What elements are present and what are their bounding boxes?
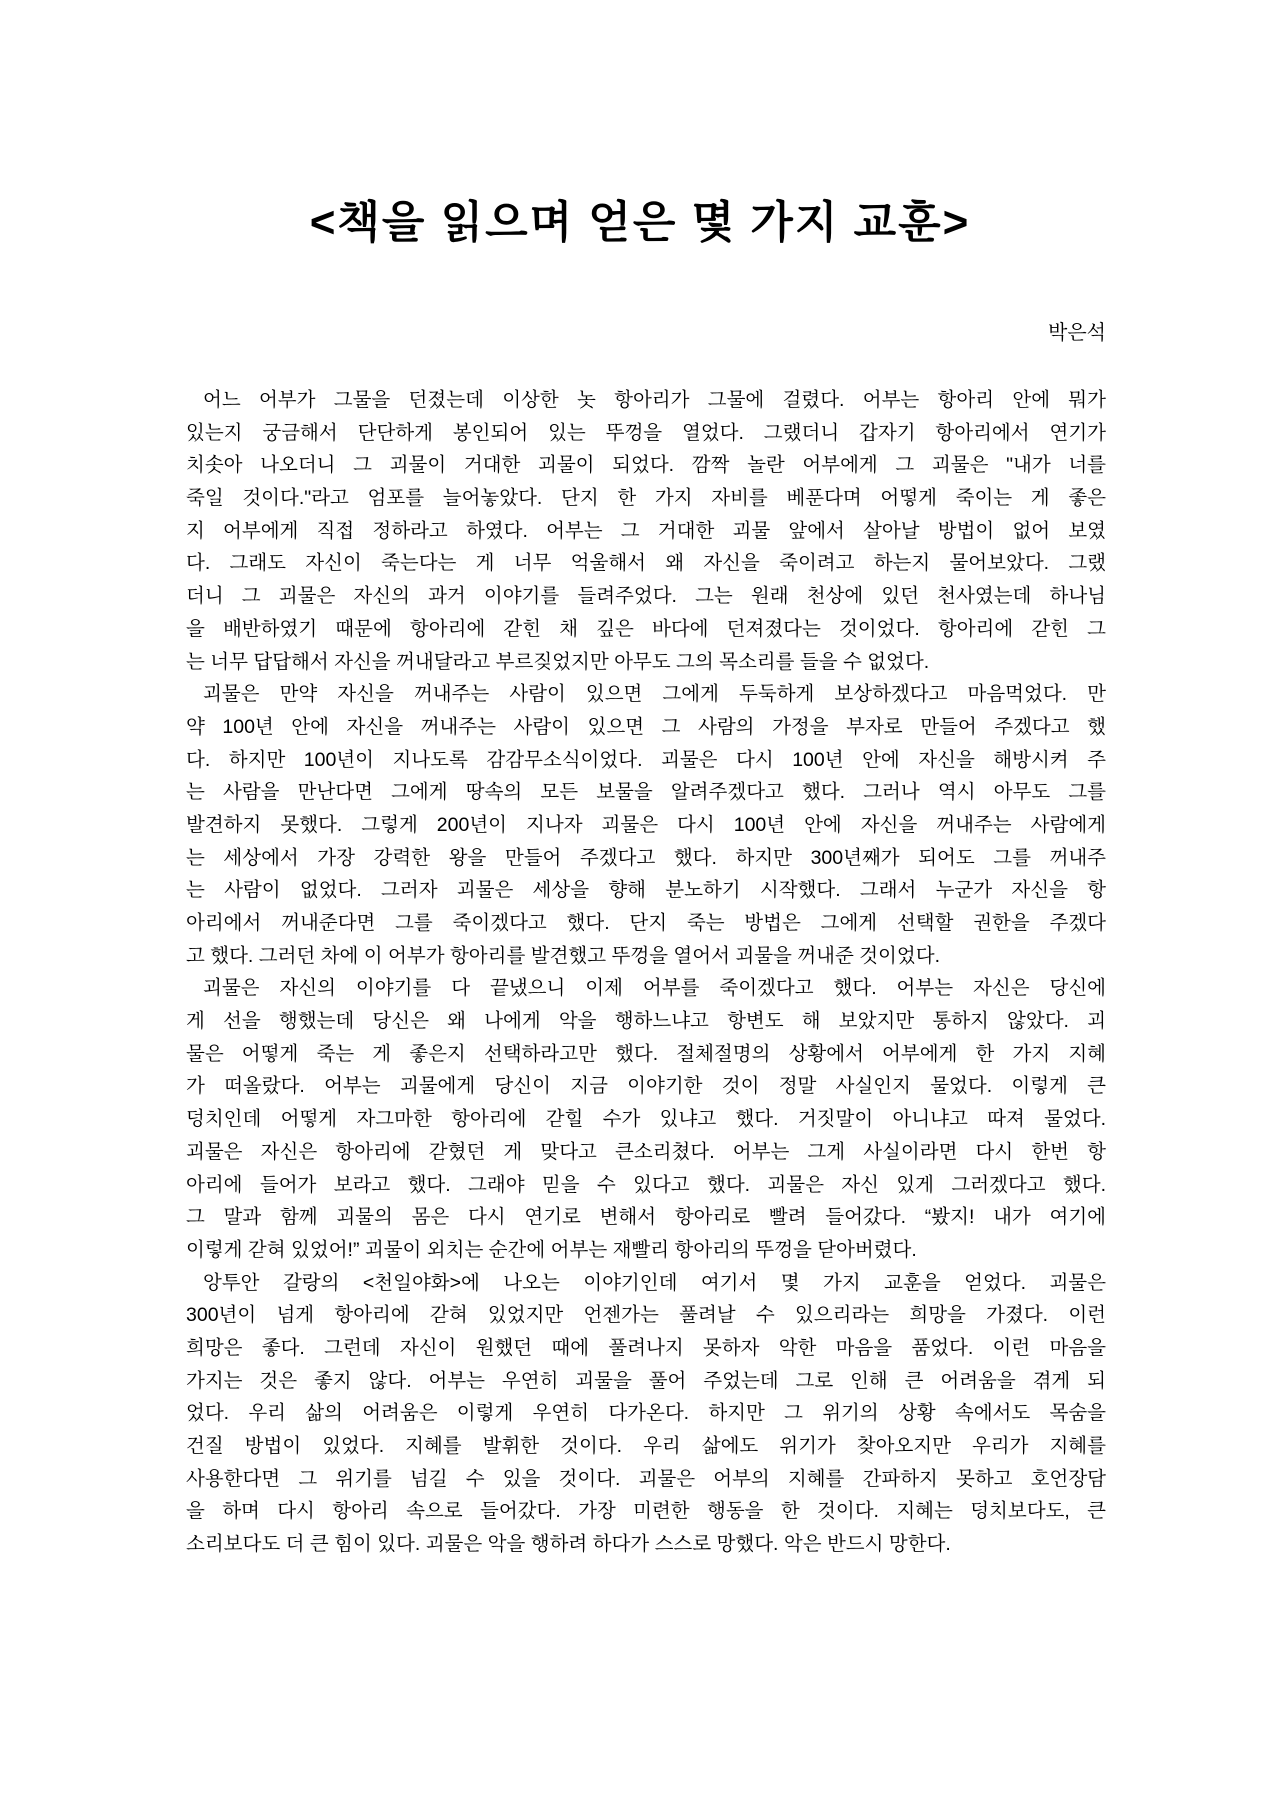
paragraph (186, 972, 1106, 1266)
text-line: 아리에서 꺼내준다면 그를 죽이겠다고 했다. 단지 죽는 방법은 그에게 선택할 권한을 주겠다 (186, 912, 1106, 934)
text-line: 300년이 넘게 항아리에 갇혀 있었지만 언젠가는 풀려날 수 있으리라는 희망을 가졌다. 이런 (186, 1304, 1106, 1327)
text-line: 괴물은 만약 자신을 꺼내주는 사람이 있으면 그에게 두둑하게 보상하겠다고 마음먹었다. 만 (203, 683, 1106, 706)
text-line: 는 세상에서 가장 강력한 왕을 만들어 주겠다고 했다. 하지만 300년째가 되어도 그를 꺼내주 (186, 846, 1106, 869)
text-line: 가 떠올랐다. 어부는 괴물에게 당신이 지금 이야기한 것이 정말 사실인지 물었다. 이렇게 큰 (186, 1075, 1106, 1098)
text-line: 물은 어떻게 죽는 게 좋은지 선택하라고만 했다. 절체절명의 상황에서 어부에게 한 가지 지혜 (186, 1042, 1106, 1065)
text-line: 을 하며 다시 항아리 속으로 들어갔다. 가장 미련한 행동을 한 것이다. 지혜는 덩치보다도, 큰 (186, 1500, 1106, 1523)
text-line: 덩치인데 어떻게 자그마한 항아리에 갇힐 수가 있냐고 했다. 거짓말이 아니냐고 따져 물었다. (186, 1108, 1106, 1131)
text-line: 괴물은 자신의 이야기를 다 끝냈으니 이제 어부를 죽이겠다고 했다. 어부는 자신은 당신에 (203, 977, 1106, 1000)
text-line: 는 너무 답답해서 자신을 꺼내달라고 부르짖었지만 아무도 그의 목소리를 들을 수 없었다. (186, 650, 930, 673)
text-line: 고 했다. 그러던 차에 이 어부가 항아리를 발견했고 뚜껑을 열어서 괴물을 꺼내준 것이었다. (186, 944, 940, 967)
text-line: 그 말과 함께 괴물의 몸은 다시 연기로 변해서 항아리로 빨려 들어갔다. “봤지! 내가 여기에 (186, 1206, 1106, 1229)
text-line: 죽일 것이다."라고 엄포를 늘어놓았다. 단지 한 가지 자비를 베푼다며 어떻게 죽이는 게 좋은 (186, 487, 1106, 510)
author-name: 박은석 (1048, 322, 1106, 344)
text-line: 사용한다면 그 위기를 넘길 수 있을 것이다. 괴물은 어부의 지혜를 간파하지 못하고 호언장담 (186, 1467, 1106, 1490)
text-line: 소리보다도 더 큰 힘이 있다. 괴물은 악을 행하려 하다가 스스로 망했다. 악은 반드시 망한다. (186, 1533, 951, 1556)
text-line: 었다. 우리 삶의 어려움은 이렇게 우연히 다가온다. 하지만 그 위기의 상황 속에서도 목숨을 (186, 1402, 1106, 1425)
text-line: 는 사람을 만난다면 그에게 땅속의 모든 보물을 알려주겠다고 했다. 그러나 역시 아무도 그를 (186, 781, 1106, 804)
paragraph (186, 678, 1106, 972)
text-line: 앙투안 갈랑의 <천일야화>에 나오는 이야기인데 여기서 몇 가지 교훈을 얻었다. 괴물은 (203, 1271, 1106, 1294)
text-line: 가지는 것은 좋지 않다. 어부는 우연히 괴물을 풀어 주었는데 그로 인해 큰 어려움을 겪게 되 (186, 1369, 1106, 1392)
text-line: 이렇게 갇혀 있었어!” 괴물이 외치는 순간에 어부는 재빨리 항아리의 뚜껑을 닫아버렸다. (186, 1238, 917, 1261)
text-line: 다. 하지만 100년이 지나도록 감감무소식이었다. 괴물은 다시 100년 안에 자신을 해방시켜 주 (186, 748, 1106, 771)
text-line: 다. 그래도 자신이 죽는다는 게 너무 억울해서 왜 자신을 죽이려고 하는지 물어보았다. 그랬 (186, 552, 1106, 575)
text-line: 게 선을 행했는데 당신은 왜 나에게 악을 행하느냐고 항변도 해 보았지만 통하지 않았다. 괴 (186, 1010, 1106, 1033)
text-line: 지 어부에게 직접 정하라고 하였다. 어부는 그 거대한 괴물 앞에서 살아날 방법이 없어 보였 (186, 519, 1106, 542)
text-line: 약 100년 안에 자신을 꺼내주는 사람이 있으면 그 사람의 가정을 부자로 만들어 주겠다고 했 (186, 715, 1106, 738)
text-line: 건질 방법이 있었다. 지혜를 발휘한 것이다. 우리 삶에도 위기가 찾아오지만 우리가 지혜를 (186, 1435, 1106, 1457)
text-line: 아리에 들어가 보라고 했다. 그래야 믿을 수 있다고 했다. 괴물은 자신 있게 그러겠다고 했다. (186, 1173, 1106, 1196)
paragraph (186, 1267, 1106, 1561)
text-line: 희망은 좋다. 그런데 자신이 원했던 때에 풀려나지 못하자 악한 마음을 품었다. 이런 마음을 (186, 1336, 1106, 1359)
text-line: 더니 그 괴물은 자신의 과거 이야기를 들려주었다. 그는 원래 천상에 있던 천사였는데 하나님 (186, 585, 1106, 608)
text-line: 어느 어부가 그물을 던졌는데 이상한 놋 항아리가 그물에 걸렸다. 어부는 항아리 안에 뭐가 (203, 389, 1106, 411)
text-line: 괴물은 자신은 항아리에 갇혔던 게 맞다고 큰소리쳤다. 어부는 그게 사실이라면 다시 한번 항 (186, 1140, 1106, 1163)
text-line: 발견하지 못했다. 그렇게 200년이 지나자 괴물은 다시 100년 안에 자신을 꺼내주는 사람에게 (186, 813, 1106, 836)
text-line: 치솟아 나오더니 그 괴물이 거대한 괴물이 되었다. 깜짝 놀란 어부에게 그 괴물은 "내가 너를 (186, 454, 1106, 477)
document-body (186, 384, 1106, 1561)
paragraph (186, 384, 1106, 678)
text-line: 있는지 궁금해서 단단하게 봉인되어 있는 뚜껑을 열었다. 그랬더니 갑자기 항아리에서 연기가 (186, 421, 1106, 444)
text-line: 을 배반하였기 때문에 항아리에 갇힌 채 깊은 바다에 던져졌다는 것이었다. 항아리에 갇힌 그 (186, 617, 1106, 640)
document-title: <책을 읽으며 얻은 몇 가지 교훈> (309, 198, 971, 247)
text-line: 는 사람이 없었다. 그러자 괴물은 세상을 향해 분노하기 시작했다. 그래서 누군가 자신을 항 (186, 879, 1106, 902)
